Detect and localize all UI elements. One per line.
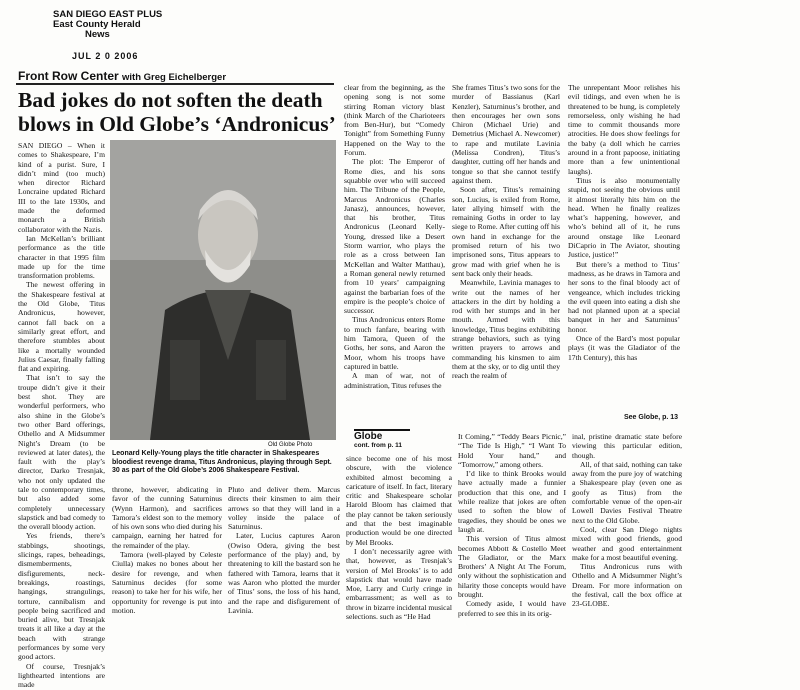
jump-column-2 bbox=[458, 432, 566, 618]
paragraph: It Coming,” “Teddy Bears Picnic,” “The Tide Is High,” “I Want To Hold Your hand,” and “Tomorrow,” among others. bbox=[458, 432, 566, 469]
paragraph: This version of Titus almost becomes Abbott & Costello Meet The Gladiator, or the Marx Brothers’ A Night At The Forum, only without the sophistication and hilarity those concepts would have brought. bbox=[458, 534, 566, 600]
publication-source bbox=[53, 10, 162, 40]
article-column-5 bbox=[568, 83, 680, 413]
paragraph: All, of that said, nothing can take away from the pure joy of watching a Shakespeare play (even one as goofy as Titus) from the comfortable venue of the open-air Lowell Davies Festival Theatre next to the Old Globe. bbox=[572, 459, 682, 525]
actor-illustration bbox=[110, 140, 336, 440]
column-byline: with Greg Eichelberger bbox=[122, 72, 227, 83]
jump-column-1 bbox=[346, 454, 452, 622]
paragraph: Later, Lucius captures Aaron (Owiso Odera, giving the best performance of the play) and, by threatening to kill the bastard son he fathered with Tamora, learns that it was Aaron who plotted the murder of Titus’ sons, the loss of his hand, and the rape and disfigurement of Lavinia. bbox=[228, 531, 340, 615]
paragraph: Cool, clear San Diego nights mixed with good friends, good weather and good entertainment make for a most beautiful evening. bbox=[572, 524, 682, 562]
paragraph: A man of war, not of administration, Titus refuses the bbox=[344, 371, 445, 390]
paragraph: throne, however, abdicating in favor of the cunning Saturninus (Wynn Harmon), and sacrifices Tamora’s eldest son to the memory of his own sons who died during his campaign, earning her hatred for the remainder of the play. bbox=[112, 485, 222, 550]
photo-caption: Leonard Kelly-Young plays the title character in Shakespeares bloodiest revenge drama, Titus Andronicus, playing through Sept. 30 as part of the Old Globe’s 2006 Shakespeare Festival. bbox=[112, 450, 332, 475]
paragraph: The newest offering in the Shakespeare festival at the Old Globe, Titus Andronicus, however, cannot fall back on a similarly great effort, and therefore stumbles about like a mortally wounded Julius Caesar, finally falling flat and expiring. bbox=[18, 280, 105, 374]
paragraph: Once of the Bard’s most popular plays (it was the Gladiator of the 17th Century), this has bbox=[568, 334, 680, 362]
jump-column-3 bbox=[572, 432, 682, 608]
source-line-1: SAN DIEGO EAST PLUS bbox=[53, 9, 163, 20]
paragraph: Soon after, Titus’s remaining son, Lucius, is exiled from Rome, later allying himself with the remaining Goths in order to lay siege to Rome. After cutting off his own hand in exchange for the promised return of his two imprisoned sons, Titus appears to grow mad with grief when he is sent back only their heads. bbox=[452, 185, 560, 278]
paragraph: SAN DIEGO – When it comes to Shakespeare, I’m kind of a purist. Sure, I didn’t mind (too much) when director Richard Loncraine updated Richard III to the late 1930s, and made the deformed monarch a British collaborator with the Nazis. bbox=[18, 141, 105, 234]
paragraph: Yes friends, there’s stabbings, shootings, slicings, rapes, beheadings, dismemberments, disfigurements, neck-breakings, roastings, hangings, strangulings, torture, cannibalism and people being sacrificed and buried alive, but Tresnjak treats it all like a day at the beach with strange performances by some very good actors. bbox=[18, 531, 105, 662]
production-photo bbox=[110, 140, 336, 440]
see-globe-jump: See Globe, p. 13 bbox=[624, 414, 679, 421]
jump-label: Globe bbox=[354, 431, 383, 442]
article-column-4 bbox=[452, 83, 560, 425]
source-line-3: News bbox=[85, 29, 110, 40]
paragraph: She frames Titus’s two sons for the murder of Bassianus (Karl Kenzler), Saturninus’s brother, and then encourages her own sons Chiron (Michael Urie) and Demetrius (Michael A. Newcomer) to rape and mutilate Lavinia (Melissa Condren), Titus’s daughter, cutting off her hands and tongue so that she cannot testify against them. bbox=[452, 83, 560, 185]
paragraph: I’d like to think Brooks would have actually made a funnier production that this one, and I while realize that jokes are often used to soften the blow of tragedies, they should be ones we laugh at. bbox=[458, 469, 566, 534]
paragraph: since become one of his most obscure, with the violence exhibited almost becoming a caricature of itself. In fact, literary critic and Shakespeare scholar Harold Bloom has claimed that the play cannot be taken seriously and that the best imaginable production would be one directed by Mel Brooks. bbox=[346, 454, 452, 547]
clipping-date: JUL 2 0 2006 bbox=[72, 51, 139, 61]
column-header bbox=[18, 69, 226, 83]
article-column-1 bbox=[18, 141, 105, 690]
article-column-3-upper bbox=[344, 83, 445, 425]
paragraph: The plot: The Emperor of Rome dies, and his sons squabble over who will succeed him. The Tribune of the People, Marcus Andronicus (Charles Janasz), announces, however, that his brother, Titus Andronicus (Leonard Kelly-Young, dressed like a Desert Storm warrior, who plays the role as a cross between Ian McKellan and Walter Matthau), a Roman general newly returned from 10 years’ campaigning against the barbarian foes of the empire is the people’s choice of successor. bbox=[344, 157, 445, 316]
jump-continued: cont. from p. 11 bbox=[354, 442, 403, 449]
paragraph: Pluto and deliver them. Marcus directs their kinsmen to aim their arrows so that they will land in a volley inside the palace of Saturninus. bbox=[228, 485, 340, 532]
header-rule bbox=[16, 83, 334, 85]
paragraph: That isn’t to say the troupe didn’t give it their best shot. They are wonderful performers, who also shine in the Globe’s two other Bard offerings, Othello and A Midsummer Night’s Dream (to be reviewed at later dates), the fault with the play’s director, Darko Tresnjak, who not only updated the tale to contemporary times, but also added some completely unnecessary slapstick and bad comedy to the overall bloody action. bbox=[18, 373, 105, 532]
headline: Bad jokes do not soften the death blows in Old Globe’s ‘Andronicus’ bbox=[18, 88, 336, 136]
paragraph: I don’t necessarily agree with that, however, as Tresnjak’s version of Mel Brooks’ is to add slapstick that would have made Moe, Larry and Curly cringe in embarrassment; as well as to throw in bizarre incidental musical selections. such as “He Had bbox=[346, 546, 452, 622]
paragraph: clear from the beginning, as the opening song is not some stirring Roman victory blast (think March of the Charioteers from Ben-Hur), but “Comedy Tonight” from Something Funny Happened on the Way to the Forum. bbox=[344, 83, 445, 158]
paragraph: Ian McKellan’s brilliant performance as the title character in that 1995 film made up for the time transformation problems. bbox=[18, 233, 105, 281]
source-line-2: East County Herald bbox=[53, 19, 141, 30]
column-name: Front Row Center bbox=[18, 69, 119, 83]
paragraph: Tamora (well-played by Celeste Ciulla) makes no bones about her desire for revenge, and when Saturninus decides (for some reason) to take her for his wife, her opportunity for revenge is put into motion. bbox=[112, 550, 222, 615]
article-column-3-lower bbox=[228, 485, 340, 615]
jump-header bbox=[354, 429, 410, 449]
paragraph: Of course, Tresnjak’s lighthearted intentions are made bbox=[18, 661, 105, 690]
paragraph: Titus Andronicus enters Rome to much fanfare, bearing with him Tamora, Queen of the Goths, her sons, and Aaron the Moor, whom his troops have captured in battle. bbox=[344, 315, 445, 371]
paragraph: But there’s a method to Titus’ madness, as he draws in Tamora and her sons to the final bloody act of vengeance, which includes tricking the evil queen into eating a dish she had not planned upon at a special banquet in her and Saturninus’ honor. bbox=[568, 259, 680, 334]
photo-credit: Old Globe Photo bbox=[268, 442, 313, 448]
paragraph: The unrepentant Moor relishes his evil tidings, and even when he is threatened to be hung, is completely remorseless, only wishing he had time to commit thousands more atrocities. He does show feelings for the baby (a doll which he carries around in a front papoose, initiating more than a few unintentional laughs). bbox=[568, 83, 680, 176]
paragraph: Titus is also monumentally stupid, not seeing the obvious until it almost literally hits him on the head. When he finally realizes what’s happening, however, and who’s behind all of it, he runs around onstage like Leonard DiCaprio in The Aviator, shouting Justice, justice!” bbox=[568, 175, 680, 260]
article-column-2 bbox=[112, 485, 222, 615]
paragraph: Comedy aside, I would have preferred to see this in its orig- bbox=[458, 599, 566, 618]
paragraph: Meanwhile, Lavinia manages to write out the names of her attackers in the dirt by holding a rod with her stumps and in her mouth. Armed with this knowledge, Titus begins exhibiting strange behaviors, such as tying written prayers to arrows and commanding his kinsmen to aim them at the sky, or to dig until they reach the realm of bbox=[452, 278, 560, 381]
paragraph: Titus Andronicus runs with Othello and A Midsummer Night’s Dream. For more information on the festival, call the box office at 23-GLOBE. bbox=[572, 562, 682, 609]
paragraph: inal, pristine dramatic state before viewing this particular edition, though. bbox=[572, 432, 682, 460]
